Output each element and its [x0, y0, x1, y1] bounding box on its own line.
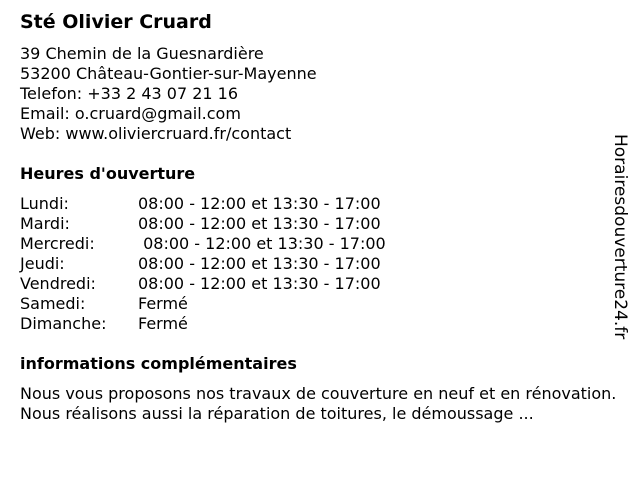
- city-address: 53200 Château-Gontier-sur-Mayenne: [20, 64, 317, 83]
- hours-row-vendredi: [20, 274, 386, 294]
- day-label: Lundi:: [20, 194, 69, 213]
- website-link: Web: www.oliviercruard.fr/contact: [20, 124, 292, 143]
- day-hours: Fermé: [138, 294, 188, 313]
- hours-row-jeudi: [20, 254, 386, 274]
- additional-info-heading: informations complémentaires: [20, 354, 297, 373]
- hours-row-lundi: [20, 194, 386, 214]
- day-hours: 08:00 - 12:00 et 13:30 - 17:00: [138, 214, 381, 233]
- business-name: Sté Olivier Cruard: [20, 11, 212, 33]
- day-label: Mercredi:: [20, 234, 95, 253]
- hours-row-mercredi: [20, 234, 386, 254]
- opening-hours-heading: Heures d'ouverture: [20, 164, 196, 183]
- day-hours: 08:00 - 12:00 et 13:30 - 17:00: [138, 234, 386, 253]
- day-label: Jeudi:: [20, 254, 65, 273]
- day-hours: 08:00 - 12:00 et 13:30 - 17:00: [138, 194, 381, 213]
- hours-row-samedi: [20, 294, 386, 314]
- day-hours: 08:00 - 12:00 et 13:30 - 17:00: [138, 254, 381, 273]
- street-address: 39 Chemin de la Guesnardière: [20, 44, 264, 63]
- site-watermark: Horairesdouverture24.fr: [610, 134, 630, 340]
- hours-row-dimanche: [20, 314, 386, 334]
- day-label: Samedi:: [20, 294, 86, 313]
- hours-row-mardi: [20, 214, 386, 234]
- day-label: Mardi:: [20, 214, 70, 233]
- day-label: Dimanche:: [20, 314, 107, 333]
- opening-hours-table: [20, 194, 386, 334]
- day-hours: Fermé: [138, 314, 188, 333]
- email-address: Email: o.cruard@gmail.com: [20, 104, 241, 123]
- day-hours: 08:00 - 12:00 et 13:30 - 17:00: [138, 274, 381, 293]
- address-block: [20, 44, 317, 144]
- additional-info-text: Nous vous proposons nos travaux de couverture en neuf et en rénovation. Nous réalisons aussi la réparation de toitures, le démoussage ...: [20, 384, 617, 423]
- day-label: Vendredi:: [20, 274, 96, 293]
- phone-number: Telefon: +33 2 43 07 21 16: [20, 84, 239, 103]
